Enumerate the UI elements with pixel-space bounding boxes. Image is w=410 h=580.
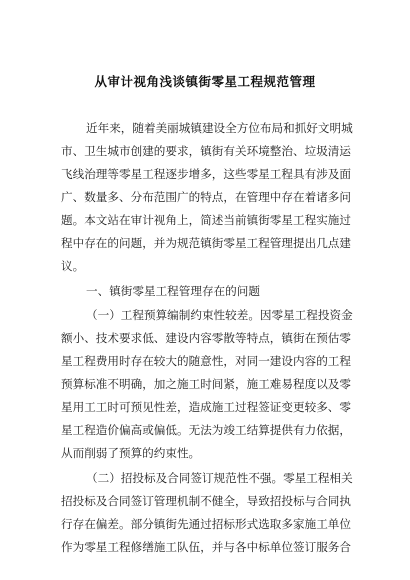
- paragraph-line: 招投标及合同签订管理机制不健全，导致招投标与合同执: [61, 494, 351, 508]
- paragraph-line: 星用工工时可预见性差，造成施工过程签证变更较多、零: [61, 400, 351, 414]
- document-title: 从审计视角浅谈镇街零星工程规范管理: [94, 74, 316, 89]
- paragraph-line: （一）工程预算编制约束性较差。因零星工程投资金: [86, 308, 353, 322]
- paragraph-line: 议。: [61, 259, 85, 273]
- paragraph-line: 星工程造价偏高或偏低。无法为竣工结算提供有力依据，: [61, 423, 351, 437]
- paragraph-line: 作为零星工程修缮施工队伍，并与各中标单位签订服务合: [61, 540, 351, 554]
- paragraph-line: 行存在偏差。部分镇街先通过招标形式选取多家施工单位: [61, 517, 351, 531]
- paragraph-line: 程中存在的问题，并为规范镇街零星工程管理提出几点建: [61, 236, 351, 250]
- paragraph-line: （二）招投标及合同签订规范性不强。零星工程相关: [86, 471, 353, 485]
- paragraph-line: 预算标准不明确，加之施工时间紧，施工难易程度以及零: [61, 377, 351, 391]
- paragraph-line: 星工程费用时存在较大的随意性，对同一建设内容的工程: [61, 354, 351, 368]
- paragraph-line: 市、卫生城市创建的要求，镇街有关环境整治、垃圾清运: [61, 144, 351, 158]
- paragraph-line: 额小、技术要求低、建设内容零散等特点，镇街在预估零: [61, 331, 351, 345]
- section-heading: 一、镇街零星工程管理存在的问题: [86, 284, 260, 298]
- paragraph-line: 从而削弱了预算的约束性。: [61, 446, 201, 460]
- paragraph-line: 广、数量多、分布范围广的特点，在管理中存在着诸多问: [61, 190, 351, 204]
- paragraph-line: 题。本文站在审计视角上，简述当前镇街零星工程实施过: [61, 213, 351, 227]
- paragraph-line: 近年来，随着美丽城镇建设全方位布局和抓好文明城: [86, 121, 353, 135]
- paragraph-line: 飞线治理等零星工程逐步增多，这些零星工程具有涉及面: [61, 167, 351, 181]
